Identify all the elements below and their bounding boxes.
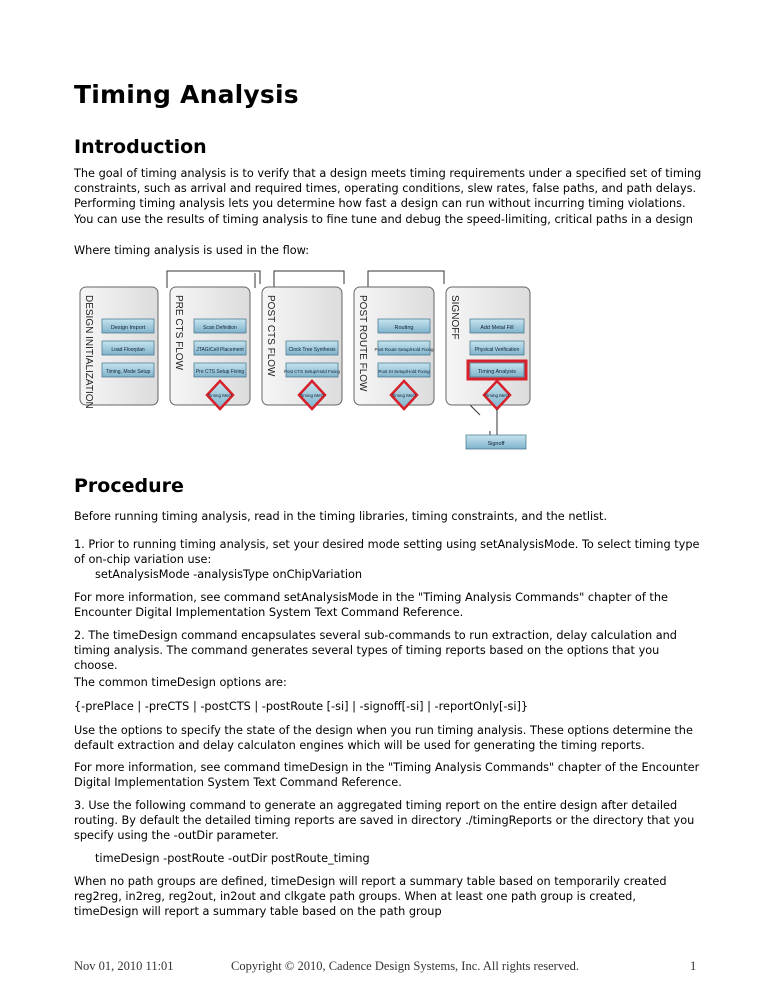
column-label: DESIGN INITIALIZATION <box>83 295 94 409</box>
column-label: POST ROUTE FLOW <box>357 295 368 392</box>
flow-box: Load Floorplan <box>111 347 145 353</box>
column-label: POST CTS FLOW <box>265 295 276 377</box>
flow-box: Physical Verification <box>474 347 520 353</box>
flow-box: Post Route Setup/Hold Fixing <box>374 347 434 352</box>
flow-box: Post CTS Setup/Hold Fixing <box>283 369 341 374</box>
procedure-paragraph: 1. Prior to running timing analysis, set your desired mode setting using setAnalysisMode. To select timing type of on-chip variation use: <box>74 538 700 567</box>
command-example: timeDesign -postRoute -outDir postRoute_timing <box>95 852 370 865</box>
flow-box: Routing <box>394 325 414 331</box>
procedure-paragraph: 2. The timeDesign command encapsulates several sub-commands to run extraction, delay calculation and timing analysis. The command generates several types of timing reports based on the options that you choose. <box>74 629 677 673</box>
procedure-paragraph: Before running timing analysis, read in the timing libraries, timing constraints, and the netlist. <box>74 510 608 523</box>
procedure-paragraph: 3. Use the following command to generate an aggregated timing report on the entire design after detailed routing. By default the detailed timing reports are saved in directory ./timingReports or the directory that you specify using the -outDir parameter. <box>74 799 695 843</box>
column-signoff <box>446 287 530 409</box>
column-design-initialization <box>80 287 158 409</box>
column-post-cts-flow <box>262 287 342 409</box>
flow-box: Scan Definition <box>203 325 237 331</box>
column-label: SIGNOFF <box>449 295 460 340</box>
timing-flow-diagram <box>70 265 550 457</box>
footer-date: Nov 01, 2010 11:01 <box>74 959 174 973</box>
procedure-paragraph: For more information, see command timeDesign in the "Timing Analysis Commands" chapter of the Encounter Digital Implementation System Text Command Reference. <box>74 761 700 790</box>
procedure-heading: Procedure <box>74 475 184 497</box>
procedure-paragraph: The common timeDesign options are: <box>74 676 287 689</box>
timing-met-diamond: Timing Met? <box>299 393 325 398</box>
column-pre-cts-flow <box>170 287 250 409</box>
flow-box: Pre CTS Setup Fixing <box>195 369 245 375</box>
flow-box: Design Import <box>110 325 146 331</box>
flow-caption: Where timing analysis is used in the flow: <box>74 244 310 257</box>
flow-box: JTAG/Cell Placement <box>196 347 244 353</box>
flow-box: Post SI Setup/Hold Fixing <box>378 369 430 374</box>
column-label: PRE CTS FLOW <box>173 295 184 371</box>
timing-met-diamond: Timing Met? <box>484 393 510 398</box>
procedure-paragraph: When no path groups are defined, timeDesign will report a summary table based on temporarily created reg2reg, in2reg, reg2out, in2out and clkgate path groups. When at least one path group is created, timeDesign will report a summary table based on the path group <box>74 875 667 919</box>
flow-box: Timing, Mode Setup <box>105 369 151 375</box>
intro-paragraph: The goal of timing analysis is to verify that a design meets timing requirements under a specified set of timing constraints, such as arrival and required times, operating conditions, slew rates, false paths, and path delays. Performing timing analysis lets you determine how fast a design can run without incurring timing violations. You can use the results of timing analysis to fine tune and debug the speed-limiting, critical paths in a design <box>74 167 702 226</box>
page-number: 1 <box>690 959 697 973</box>
procedure-paragraph: Use the options to specify the state of the design when you run timing analysis. These options determine the default extraction and delay calculaton engines which will be used for generating the timing reports. <box>74 724 693 753</box>
procedure-paragraph: For more information, see command setAnalysisMode in the "Timing Analysis Commands" chapter of the Encounter Digital Implementation System Text Command Reference. <box>74 591 668 620</box>
signoff-label: Signoff <box>487 441 505 447</box>
footer-copyright: Copyright © 2010, Cadence Design Systems, Inc. All rights reserved. <box>231 959 579 973</box>
flow-box: Add Metal Fill <box>480 325 514 331</box>
flow-box-timing-analysis: Timing Analysis <box>477 369 517 375</box>
flow-box: Clock Tree Synthesis <box>288 347 336 353</box>
timing-met-diamond: Timing Met? <box>207 393 233 398</box>
timing-met-diamond: Timing Met? <box>391 393 417 398</box>
page-title: Timing Analysis <box>74 80 299 109</box>
column-post-route-flow <box>354 287 434 409</box>
introduction-heading: Introduction <box>74 136 207 158</box>
command-example: setAnalysisMode -analysisType onChipVariation <box>95 568 363 581</box>
options-syntax: {-prePlace | -preCTS | -postCTS | -postRoute [-si] | -signoff[-si] | -reportOnly[-si]} <box>74 700 529 713</box>
